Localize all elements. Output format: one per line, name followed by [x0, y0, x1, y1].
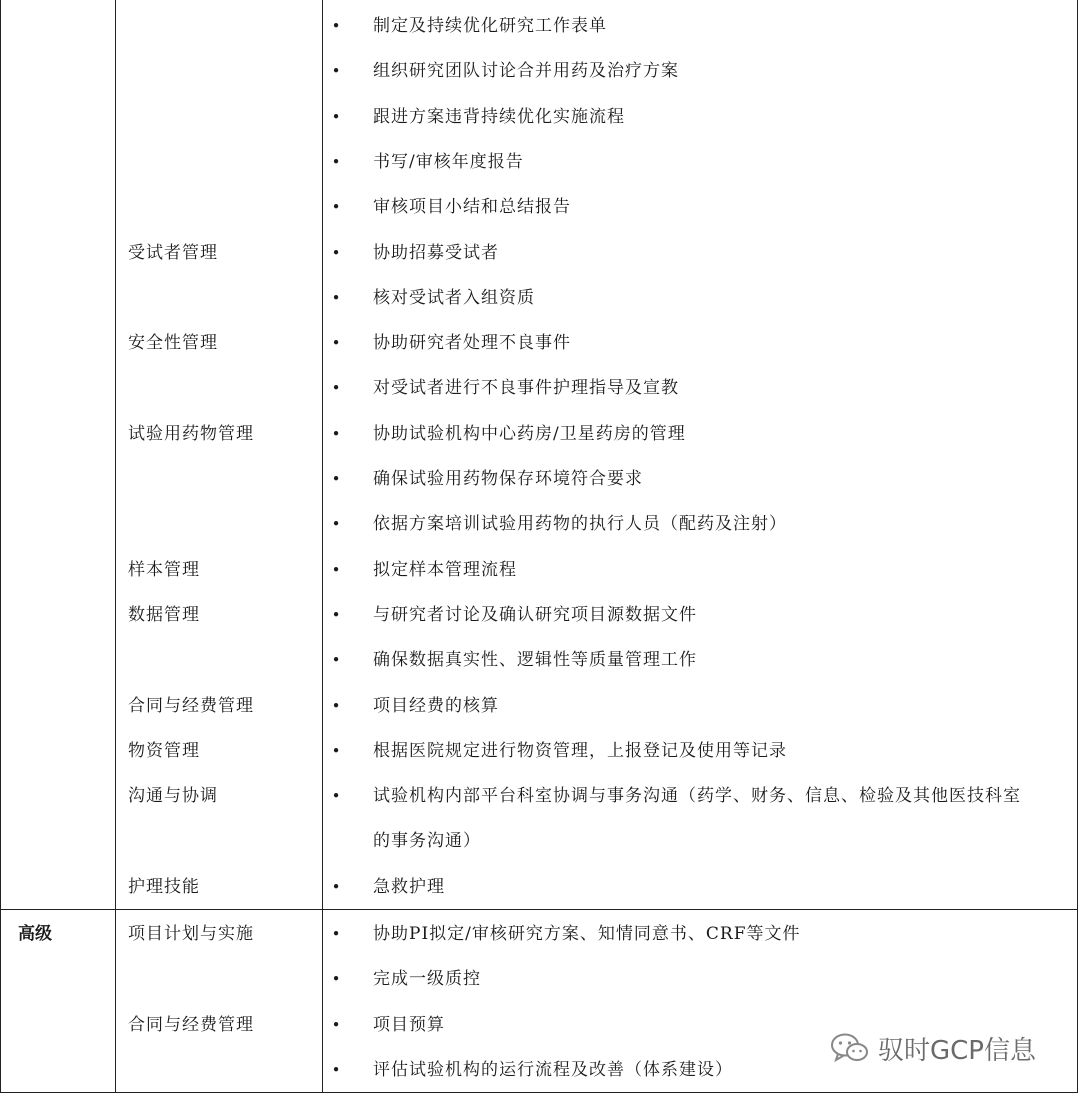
bullet-icon: •: [331, 243, 341, 262]
table-row: [0, 684, 1080, 729]
bullet-icon: •: [331, 198, 341, 217]
bullet-icon: •: [331, 877, 341, 896]
bullet-icon: •: [331, 17, 341, 35]
list-item: 核对受试者入组资质: [373, 287, 535, 308]
list-item: 完成一级质控: [373, 969, 481, 990]
list-item: 组织研究团队讨论合并用药及治疗方案: [373, 61, 679, 82]
bullet-icon: •: [331, 787, 341, 806]
level-label: 高级: [18, 924, 52, 944]
table-row: [0, 774, 1080, 819]
wechat-icon: [830, 1031, 870, 1065]
category-label: 受试者管理: [128, 242, 218, 263]
bullet-icon: •: [331, 1060, 341, 1079]
table-row: [0, 502, 1080, 547]
list-item: 的事务沟通）: [373, 831, 481, 852]
category-label: 物资管理: [128, 740, 200, 761]
bullet-icon: •: [331, 651, 341, 670]
list-item: 评估试验机构的运行流程及改善（体系建设）: [373, 1059, 733, 1080]
list-item: 协助招募受试者: [373, 242, 499, 263]
bullet-icon: •: [331, 107, 341, 126]
table-row: [0, 548, 1080, 593]
bullet-icon: •: [331, 605, 341, 624]
list-item: 试验机构内部平台科室协调与事务沟通（药学、财务、信息、检验及其他医技科室: [373, 786, 1021, 807]
bullet-icon: •: [331, 741, 341, 760]
list-item: 协助试验机构中心药房/卫星药房的管理: [373, 423, 686, 444]
category-label: 合同与经费管理: [128, 695, 254, 716]
table-row: [0, 412, 1080, 457]
list-item: 与研究者讨论及确认研究项目源数据文件: [373, 604, 697, 625]
list-item: 确保数据真实性、逻辑性等质量管理工作: [373, 650, 697, 671]
category-label: 试验用药物管理: [128, 423, 254, 444]
bullet-icon: •: [331, 925, 341, 943]
table-row: [0, 231, 1080, 276]
bullet-icon: •: [331, 970, 341, 989]
list-item: 急救护理: [373, 876, 445, 897]
list-item: 对受试者进行不良事件护理指导及宣教: [373, 378, 679, 399]
bullet-icon: •: [331, 152, 341, 171]
list-item: 审核项目小结和总结报告: [373, 197, 571, 218]
list-item: 依据方案培训试验用药物的执行人员（配药及注射）: [373, 514, 787, 535]
list-item: 书写/审核年度报告: [373, 151, 524, 172]
list-item: 协助PI拟定/审核研究方案、知情同意书、CRF等文件: [373, 924, 801, 944]
table-row: [0, 729, 1080, 774]
table-row: [0, 593, 1080, 638]
list-item: 项目预算: [373, 1014, 445, 1035]
table-row: [0, 276, 1080, 321]
list-item: 项目经费的核算: [373, 695, 499, 716]
table-row: [0, 457, 1080, 502]
watermark: [830, 1024, 1036, 1072]
table-row: [0, 185, 1080, 230]
bullet-icon: •: [331, 334, 341, 353]
table-row: [0, 4, 1080, 49]
bullet-icon: •: [331, 515, 341, 534]
category-label: 安全性管理: [128, 333, 218, 354]
table-row: [0, 49, 1080, 94]
category-label: 数据管理: [128, 604, 200, 625]
table-row: [0, 865, 1080, 910]
bullet-icon: •: [331, 424, 341, 443]
list-item: 根据医院规定进行物资管理，上报登记及使用等记录: [373, 740, 787, 761]
category-label: 沟通与协调: [128, 786, 218, 807]
watermark-text: 驭时GCP信息: [878, 1035, 1036, 1066]
table-row: [0, 638, 1080, 683]
bullet-icon: •: [331, 696, 341, 715]
category-label: 合同与经费管理: [128, 1014, 254, 1035]
list-item: 拟定样本管理流程: [373, 559, 517, 580]
bullet-icon: •: [331, 470, 341, 488]
bullet-icon: •: [331, 288, 341, 307]
category-label: 护理技能: [128, 876, 200, 897]
table-row: [0, 140, 1080, 185]
bullet-icon: •: [331, 379, 341, 398]
table-row: [0, 321, 1080, 366]
list-item: 跟进方案违背持续优化实施流程: [373, 106, 625, 127]
bullet-icon: •: [331, 560, 341, 579]
list-item: 制定及持续优化研究工作表单: [373, 16, 607, 36]
table-row: [0, 95, 1080, 140]
table-row: [0, 819, 1080, 864]
list-item: 确保试验用药物保存环境符合要求: [373, 469, 643, 489]
list-item: 协助研究者处理不良事件: [373, 333, 571, 354]
table-row: [0, 957, 1080, 1002]
bullet-icon: •: [331, 62, 341, 81]
category-label: 项目计划与实施: [128, 924, 254, 944]
bullet-icon: •: [331, 1015, 341, 1034]
table-row: [0, 912, 1080, 957]
category-label: 样本管理: [128, 559, 200, 580]
table-row: [0, 366, 1080, 411]
